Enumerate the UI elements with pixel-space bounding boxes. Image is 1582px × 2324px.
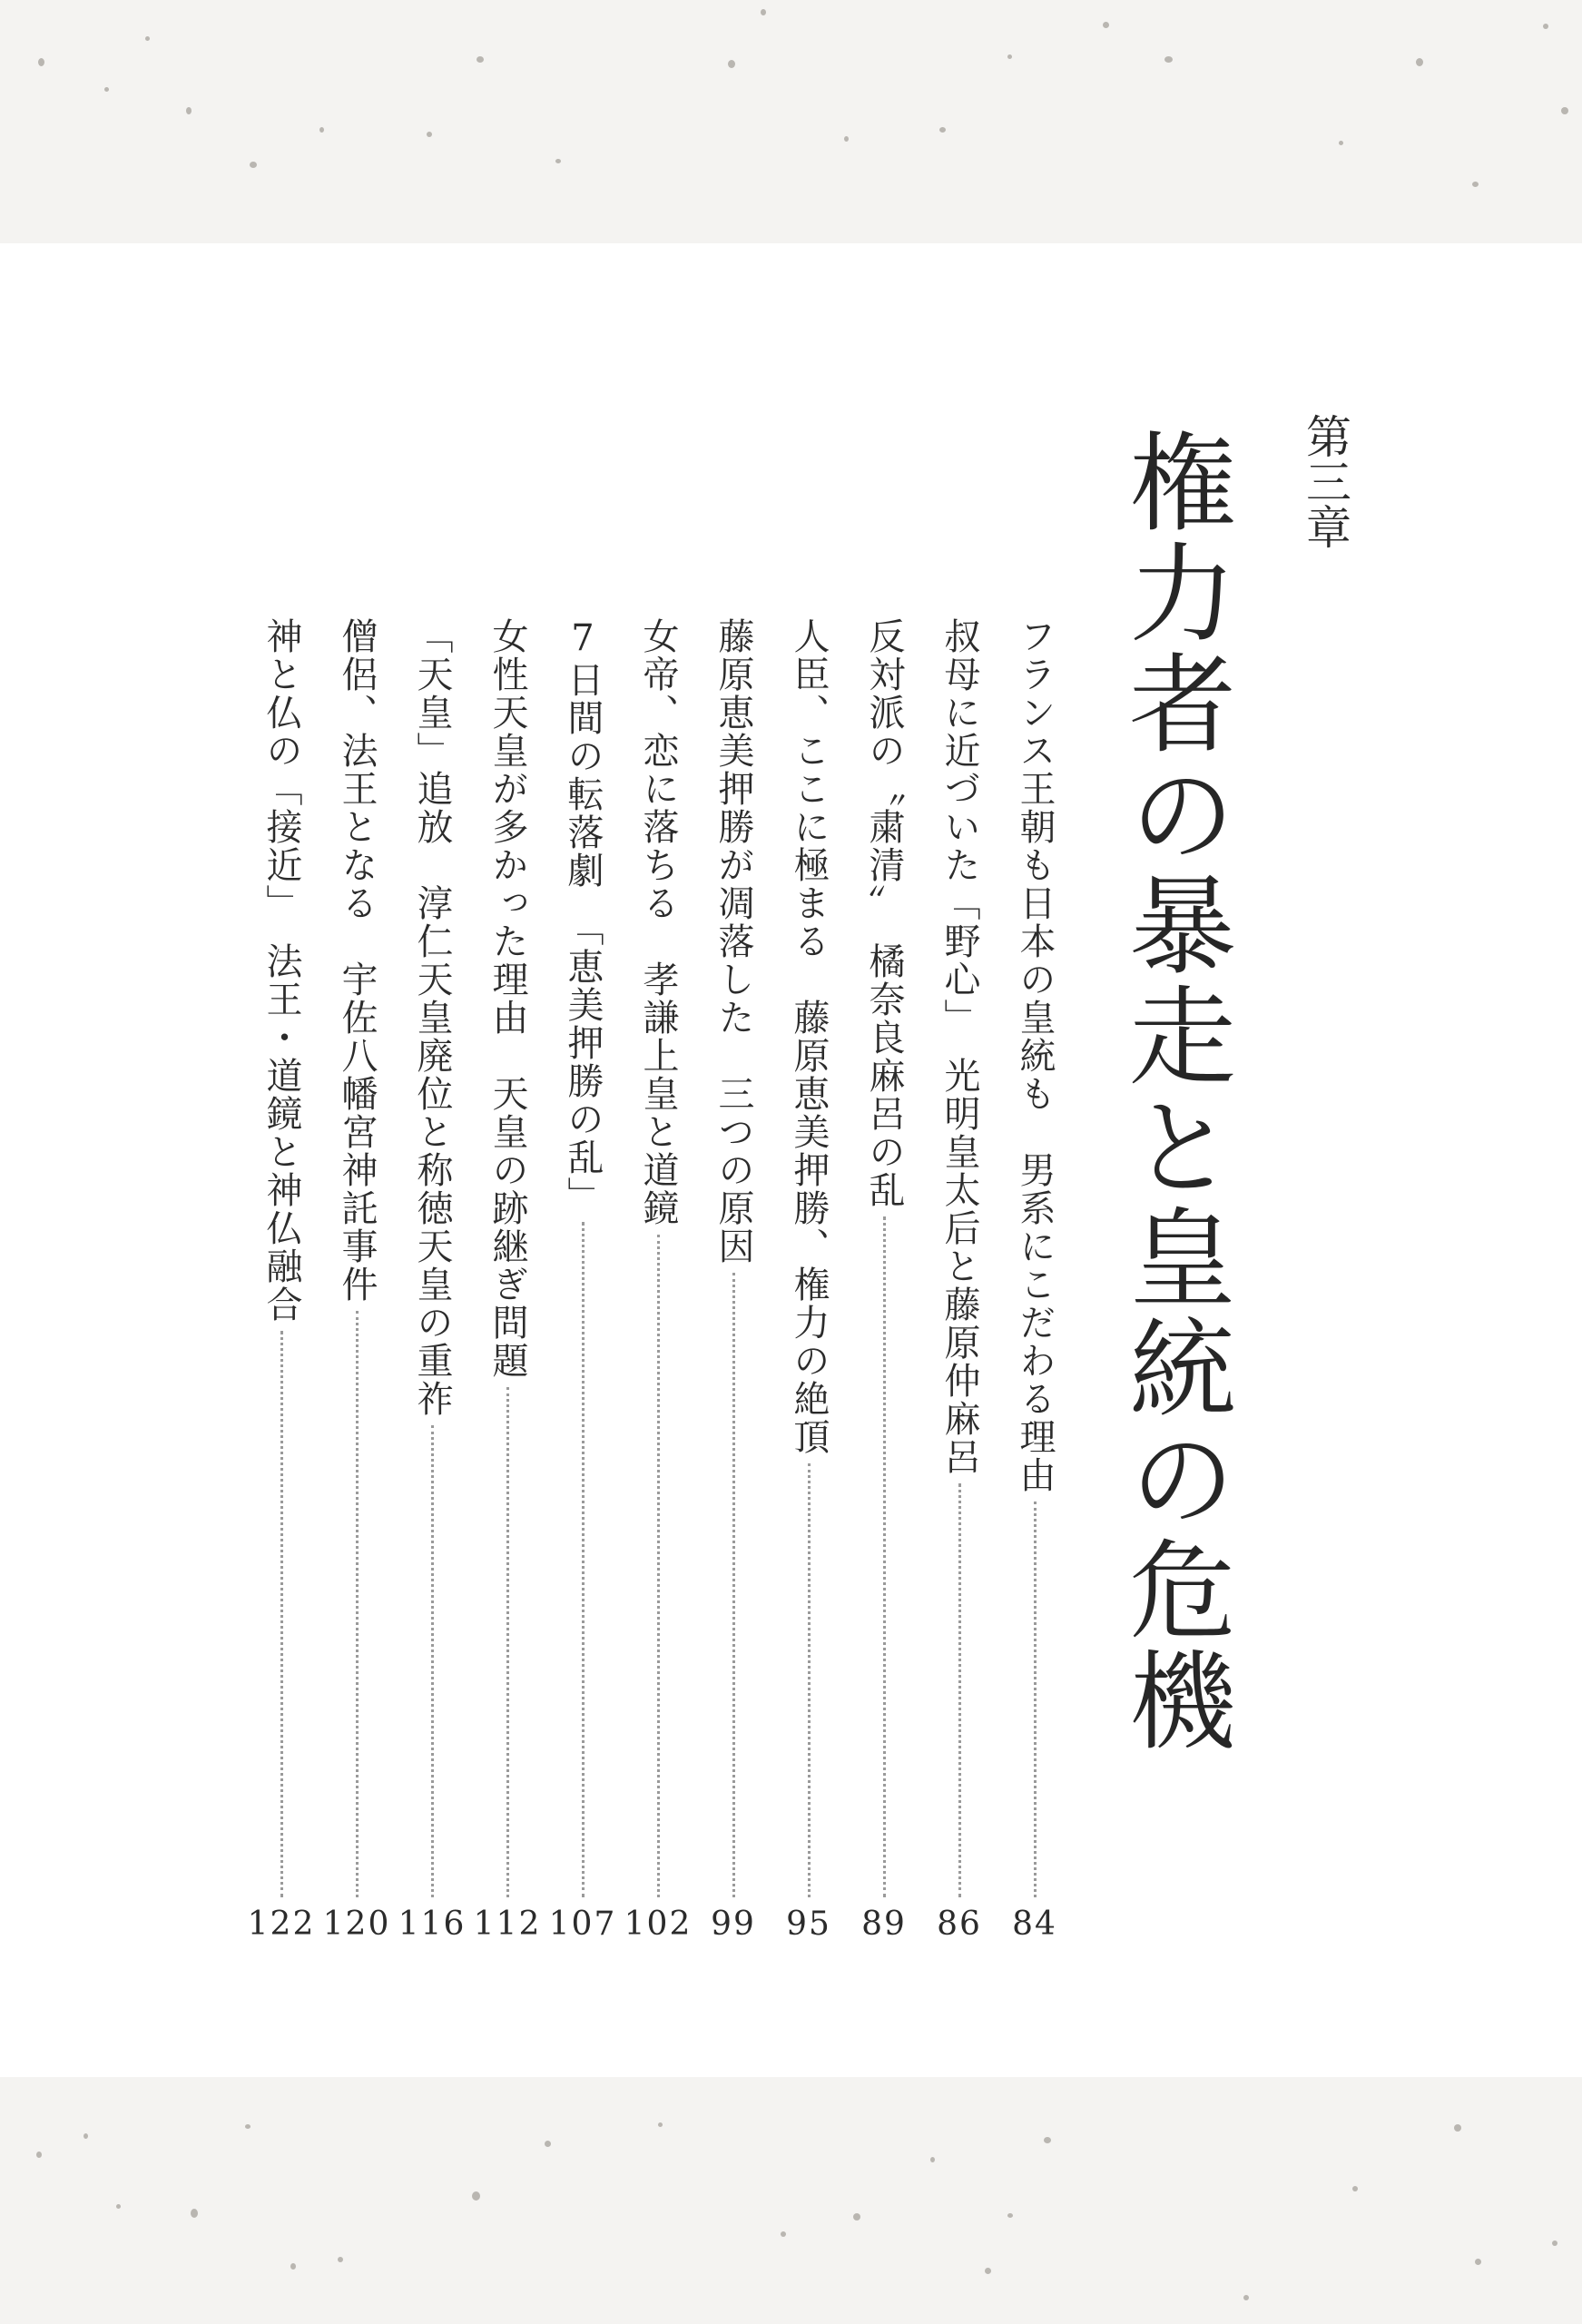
toc-entry[interactable]: [932, 617, 987, 1943]
toc-entry[interactable]: [247, 617, 316, 1943]
leader-dots: [582, 1222, 585, 1897]
toc-entry-title: 叔母に近づいた「野心」 光明皇太后と藤原仲麻呂: [938, 617, 980, 1476]
leader-dots: [732, 1273, 735, 1897]
toc-entry[interactable]: [857, 617, 911, 1943]
top-decorative-band: [0, 0, 1582, 243]
toc-entry[interactable]: [548, 617, 617, 1943]
toc-entry[interactable]: [781, 617, 836, 1943]
leader-dots: [506, 1387, 509, 1897]
toc-entry-page: 120: [322, 1905, 391, 1943]
toc-entry[interactable]: [624, 617, 693, 1943]
toc-entry-page: 84: [1012, 1905, 1057, 1943]
toc-entry-title: 藤原恵美押勝が凋落した 三つの原因: [712, 617, 754, 1265]
toc-entry-title: 人臣、ここに極まる 藤原恵美押勝、権力の絶頂: [788, 617, 830, 1456]
toc-entry[interactable]: [398, 617, 467, 1943]
toc-entry-page: 89: [861, 1905, 907, 1943]
leader-dots: [958, 1483, 961, 1897]
toc-entry-title: 女性天皇が多かった理由 天皇の跡継ぎ問題: [486, 617, 528, 1380]
toc-entry-page: 112: [473, 1905, 542, 1943]
leader-dots: [1034, 1502, 1037, 1897]
leader-dots: [356, 1311, 359, 1897]
toc-entry[interactable]: [706, 617, 761, 1943]
toc-entry-title: 反対派の〝粛清〟 橘奈良麻呂の乱: [863, 617, 905, 1209]
leader-dots: [280, 1331, 283, 1897]
toc-entry-title: 僧侶、法王となる 宇佐八幡宮神託事件: [336, 617, 378, 1304]
toc-entry-title: 7日間の転落劇 「恵美押勝の乱」: [562, 617, 604, 1215]
toc-entry-page: 99: [711, 1905, 756, 1943]
leader-dots: [883, 1216, 886, 1897]
leader-dots: [808, 1463, 811, 1897]
bottom-decorative-band: [0, 2077, 1582, 2324]
leader-dots: [431, 1425, 434, 1897]
chapter-title: 権力者の暴走と皇統の危機: [1111, 427, 1236, 1756]
chapter-label: 第三章: [1299, 413, 1351, 549]
toc-entry[interactable]: [473, 617, 542, 1943]
toc-entry-title: フランス王朝も日本の皇統も 男系にこだわる理由: [1014, 617, 1056, 1494]
toc-entry-page: 116: [398, 1905, 467, 1943]
leader-dots: [657, 1235, 660, 1897]
toc-entry-title: 神と仏の「接近」 法王・道鏡と神仏融合: [260, 617, 302, 1324]
toc-entry-page: 102: [624, 1905, 693, 1943]
toc-entry[interactable]: [1007, 617, 1062, 1943]
toc-entry[interactable]: [322, 617, 391, 1943]
toc-entry-page: 122: [247, 1905, 316, 1943]
toc-entry-page: 107: [548, 1905, 617, 1943]
toc-entry-page: 95: [786, 1905, 831, 1943]
toc-entry-title: 「天皇」追放 淳仁天皇廃位と称徳天皇の重祚: [411, 617, 453, 1418]
toc-entry-page: 86: [937, 1905, 982, 1943]
toc-entry-title: 女帝、恋に落ちる 孝謙上皇と道鏡: [637, 617, 679, 1227]
